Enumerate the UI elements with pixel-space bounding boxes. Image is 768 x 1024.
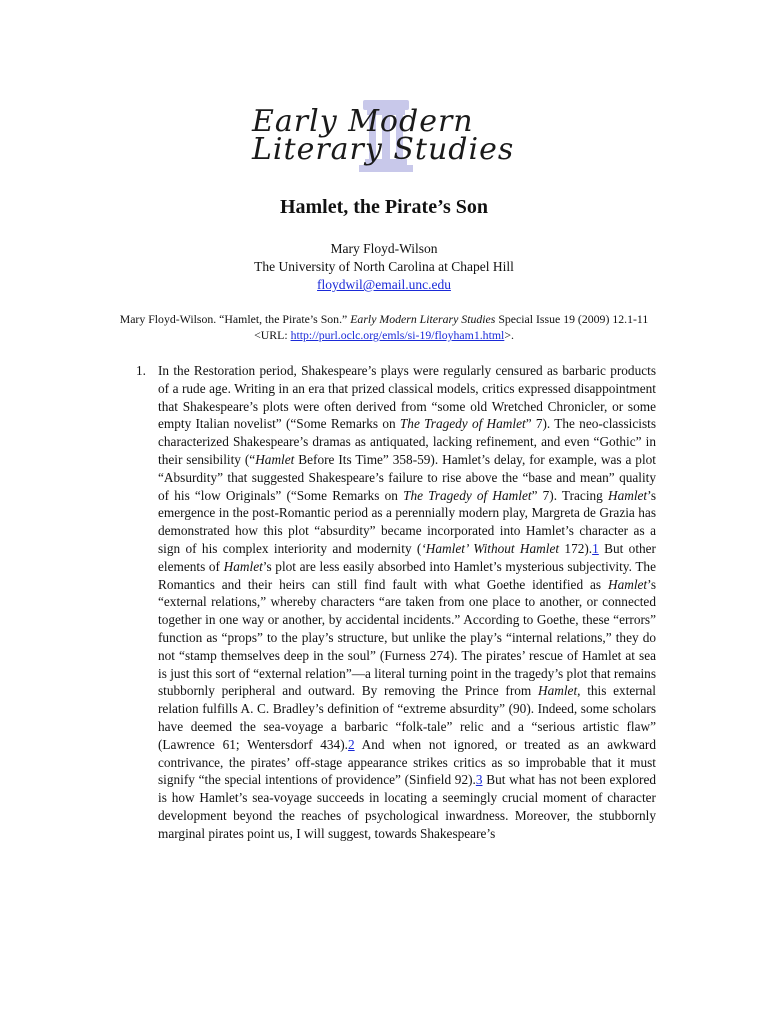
italic-title: The Tragedy of Hamlet: [399, 416, 526, 432]
paragraph-number: 1.: [136, 363, 146, 378]
citation-url-link[interactable]: http://purl.oclc.org/emls/si-19/floyham1.html: [290, 328, 505, 342]
italic-title: Hamlet: [538, 683, 578, 699]
citation-issue: Special Issue 19 (2009) 12.1-11 <URL:: [254, 312, 649, 342]
journal-logo: [248, 98, 524, 176]
text-run: ’s “external relations,” whereby characters “are taken from one place to another, or connected together in one way or another, by accidental incidents.” According to Goethe, these “errors” function as “props” to the play’s structure, but unlike the play’s “internal relations,” they do not “stamp themselves deep in the soul” (Furness 274). The pirates’ rescue of Hamlet at sea is just this sort of “external relation”—a literal turning point in the tragedy’s plot that remains stubbornly peripheral and outward. By removing the Prince from: [158, 576, 656, 699]
citation-suffix: >.: [504, 328, 514, 342]
text-run: And when not ignored, or treated as an awkward contrivance, the pirates’ off-stage appearance strikes critics as so improbable that it must signify “the special intentions of providence” (Sinfield 92).: [158, 736, 656, 788]
text-run: But what has not been explored is how Hamlet’s sea-voyage succeeds in locating a seemingly crucial moment of character development beyond the reaches of psychological inwardness. Moreover, the stubbornly marginal pirates point us, I will suggest, towards Shakespeare’s: [158, 772, 656, 841]
article-title: Hamlet, the Pirate’s Son: [279, 196, 489, 218]
text-run: ” 7). Tracing: [531, 487, 608, 503]
logo-line-2: Literary Studies: [252, 132, 515, 167]
paragraph-text: [158, 362, 656, 843]
italic-title: The Tragedy of Hamlet: [403, 487, 532, 503]
text-run: But other elements of: [158, 540, 656, 574]
author-email-link[interactable]: floydwil@email.unc.edu: [317, 277, 451, 292]
author-block: [0, 240, 768, 294]
text-run: ’s emergence in the post-Romantic period as a perennially modern play, Margreta de Grazia has demonstrated how this plot “absurdity” became incorporated into Hamlet’s character as a sign of his complex interiority and modernity (: [158, 487, 656, 556]
italic-title: Hamlet: [607, 576, 648, 592]
text-run: ’s plot are less easily absorbed into Hamlet’s mysterious subjectivity. The Romantics and their heirs can still find fault with what Goethe identified as: [158, 558, 656, 592]
text-run: , this external relation fulfills A. C. Bradley’s definition of “extreme absurdity” (90). Indeed, some scholars have deemed the sea-voyage a barbaric “folk-tale” relic and a “serious artistic flaw” (Lawrence 61; Wentersdorf 434).: [158, 683, 656, 752]
citation: [108, 311, 660, 343]
author-affiliation: The University of North Carolina at Chapel Hill: [254, 259, 514, 274]
footnote-link[interactable]: 3: [475, 772, 483, 788]
text-run: 172).: [559, 540, 593, 556]
italic-title: Hamlet: [223, 558, 263, 574]
italic-title: Hamlet: [255, 451, 295, 467]
footnote-link[interactable]: 2: [347, 736, 355, 752]
author-name: Mary Floyd-Wilson: [330, 241, 438, 256]
text-run: In the Restoration period, Shakespeare’s plays were regularly censured as barbaric products of a rude age. Writing in an era that prized classical models, critics expressed disappointment that Shakespeare’s plots were often derived from “some old Wretched Chronicler, or some empty Italian novelist” (“Some Remarks on: [158, 363, 656, 432]
text-run: Before Its Time” 358-59). Hamlet’s delay, for example, was a plot “Absurdity” that suggested Shakespeare’s failure to rise above the “base and mean” quality of his “low Originals” (“Some Remarks on: [158, 451, 656, 503]
text-run: ” 7). The neo-classicists characterized Shakespeare’s dramas as antiquated, lacking refinement, and even “Gothic” in their sensibility (“: [158, 416, 656, 467]
paragraph-1: [136, 362, 656, 843]
citation-prefix: Mary Floyd-Wilson. “Hamlet, the Pirate’s Son.”: [119, 312, 351, 326]
italic-title: Hamlet: [607, 487, 648, 503]
logo-line-1: Early Modern: [252, 104, 474, 139]
italic-title: ‘Hamlet’ Without Hamlet: [421, 540, 560, 556]
citation-journal: Early Modern Literary Studies: [350, 312, 496, 326]
footnote-link[interactable]: 1: [592, 540, 599, 556]
